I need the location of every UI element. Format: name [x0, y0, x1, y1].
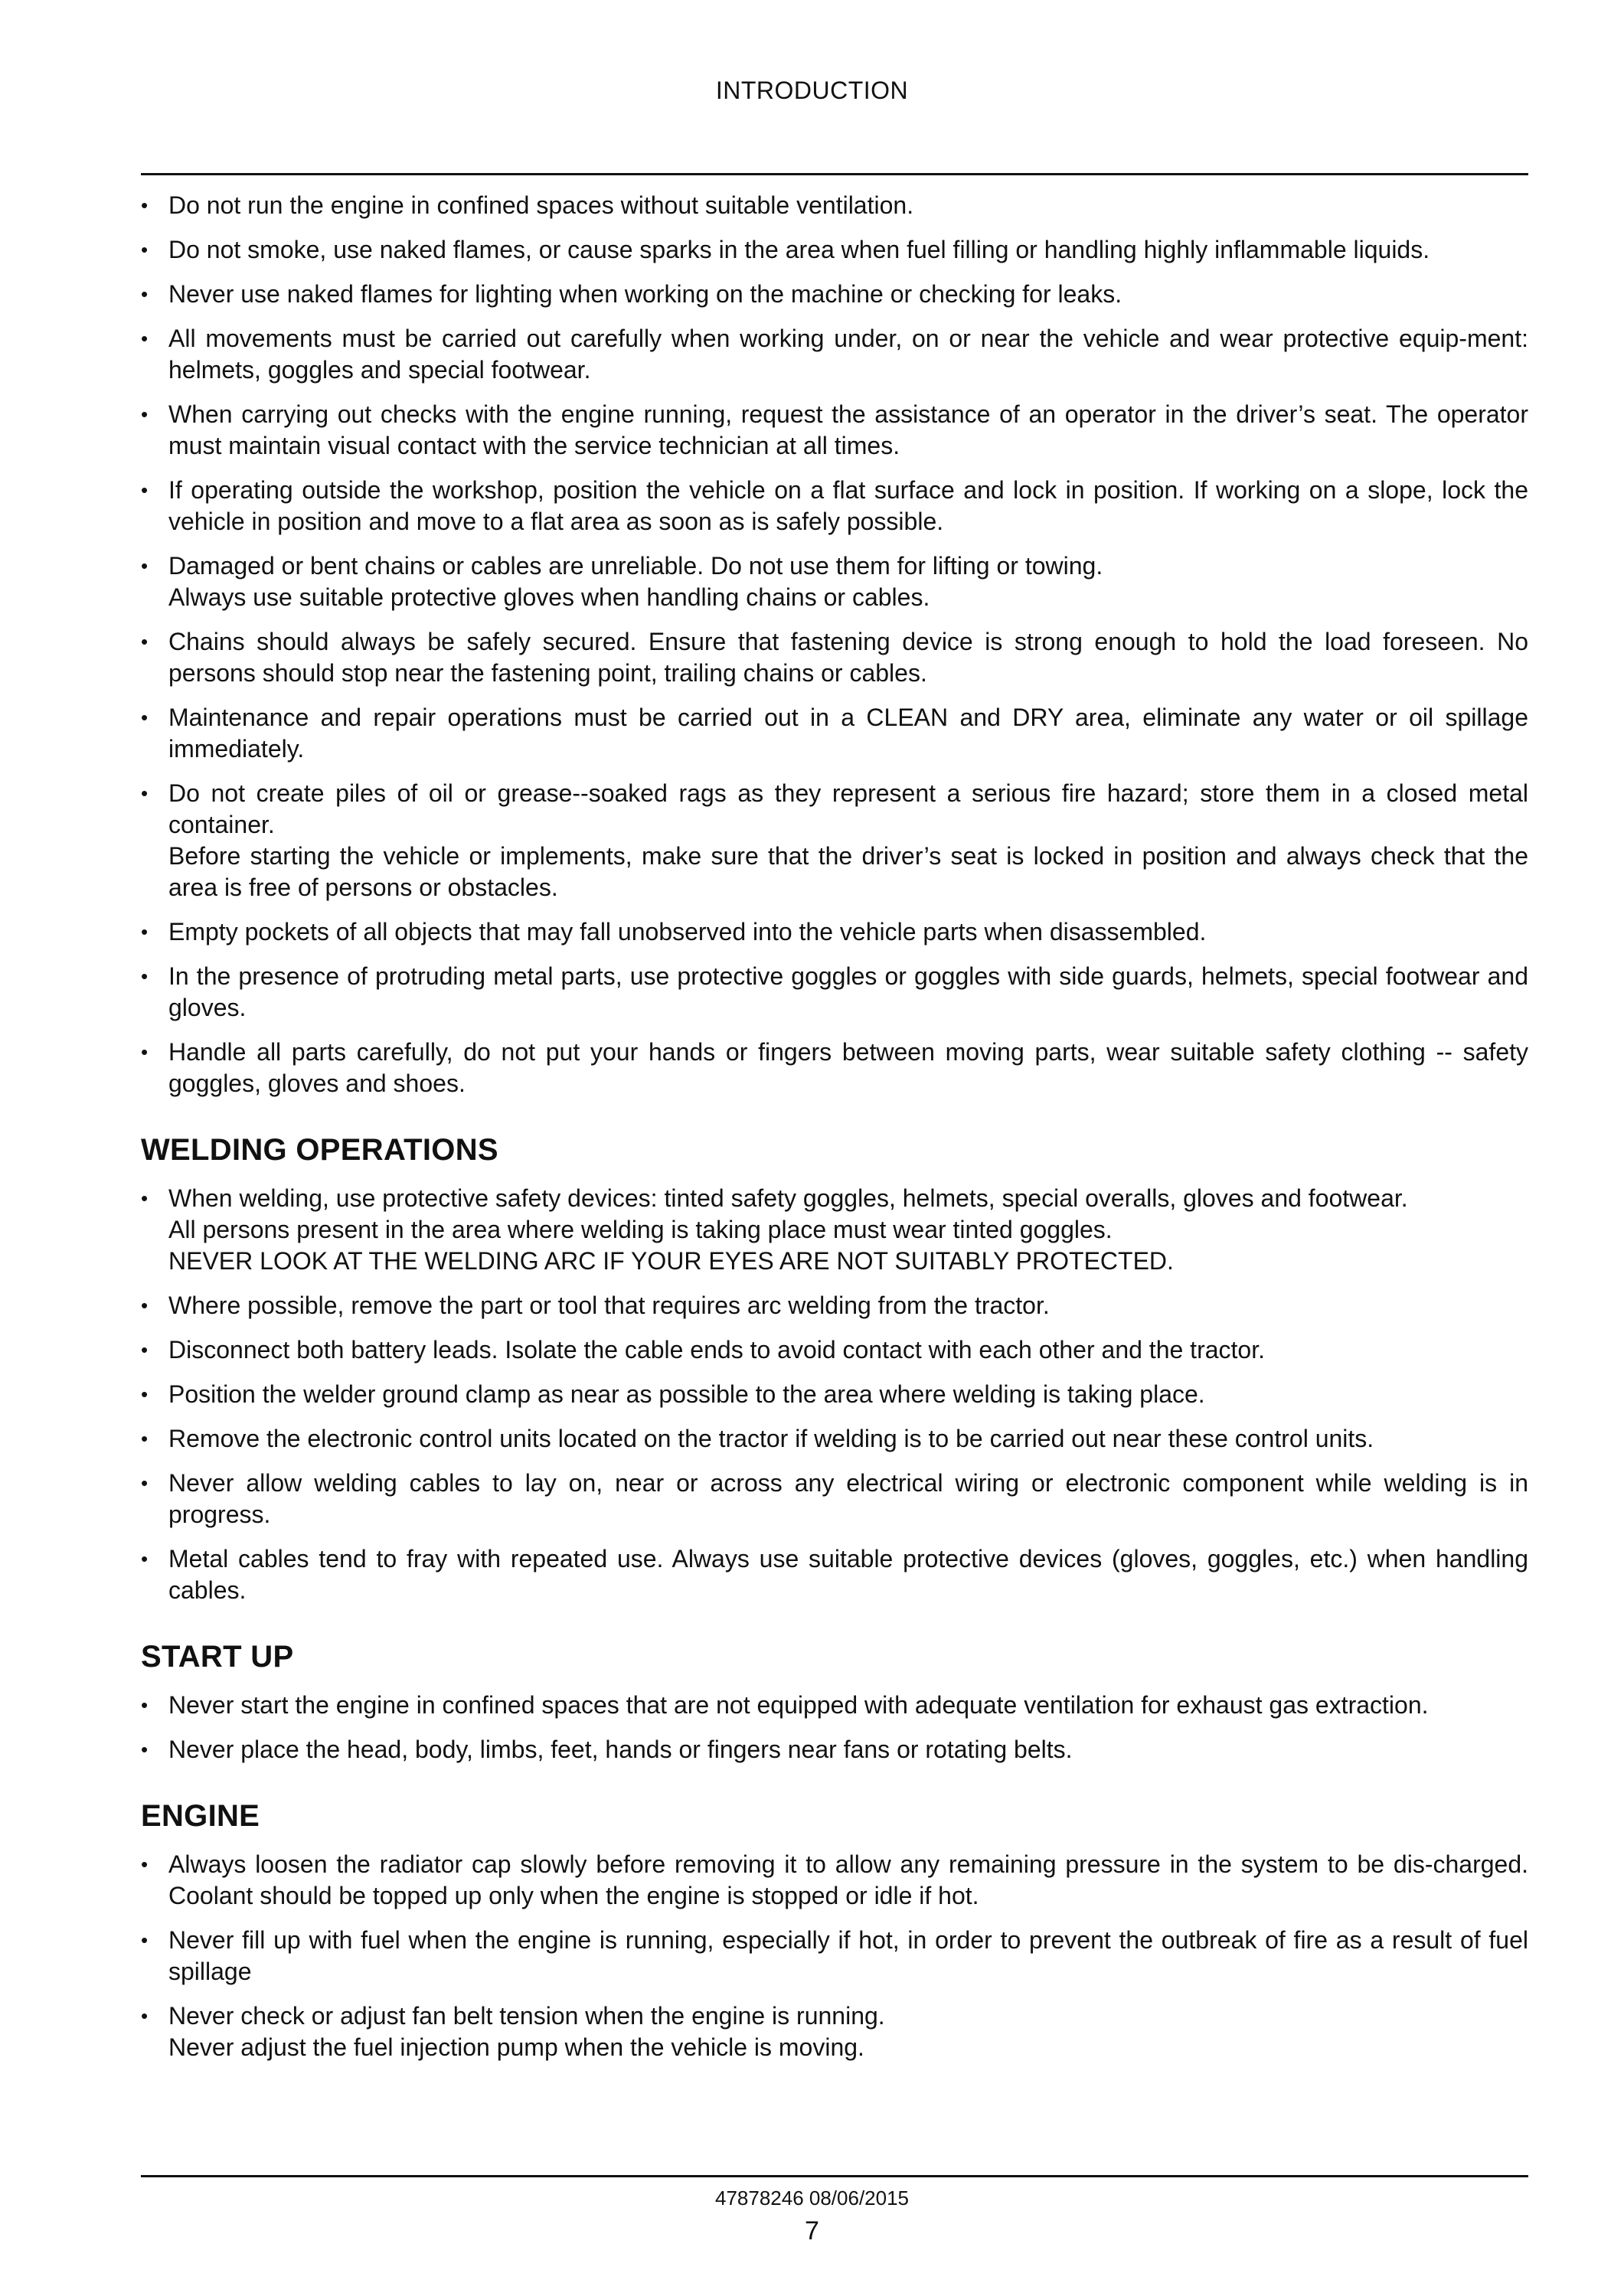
list-item [141, 1423, 1528, 1455]
list-item-text: NEVER LOOK AT THE WELDING ARC IF YOUR EYES ARE NOT SUITABLY PROTECTED. [168, 1247, 1174, 1275]
list-item-text: • Maintenance and repair operations must be carried out in a CLEAN and DRY area, eliminate any water or oil spillage immediately. [168, 704, 1528, 763]
section-heading: WELDING OPERATIONS [141, 1133, 498, 1167]
section [141, 1133, 1528, 1606]
list-item-text: • Disconnect both battery leads. Isolate the cable ends to avoid contact with each other and the tractor. [168, 1336, 1265, 1364]
page-header: INTRODUCTION [715, 77, 909, 104]
list-item-text: All persons present in the area where welding is taking place must wear tinted goggles. [168, 1216, 1113, 1243]
list-item [141, 1037, 1528, 1099]
list-item-text: • Never fill up with fuel when the engine is running, especially if hot, in order to prevent the outbreak of fire as a result of fuel spillage [168, 1926, 1528, 1985]
list-item-text: • Empty pockets of all objects that may fall unobserved into the vehicle parts when disassembled. [168, 918, 1207, 946]
list-item-text: • Always loosen the radiator cap slowly before removing it to allow any remaining pressure in the system to be dis-charged. Coolant should be topped up only when the engine is stopped or idle if hot. [168, 1850, 1528, 1909]
list-item-text: • Never allow welding cables to lay on, near or across any electrical wiring or electronic component while welding is in progress. [168, 1469, 1528, 1528]
document-reference: 47878246 08/06/2015 [714, 2187, 910, 2209]
list-item-text: • Where possible, remove the part or tool that requires arc welding from the tractor. [168, 1292, 1050, 1319]
page-content [141, 190, 1528, 2076]
list-item-text: • When welding, use protective safety devices: tinted safety goggles, helmets, special overalls, gloves and footwear. [168, 1184, 1408, 1212]
list-item [141, 234, 1528, 266]
list-item [141, 1290, 1528, 1321]
list-item [141, 1925, 1528, 1987]
list-item [141, 1183, 1528, 1277]
section [141, 1799, 1528, 2063]
list-item [141, 1543, 1528, 1606]
section [141, 190, 1528, 1099]
section-heading: ENGINE [141, 1799, 260, 1833]
list-item [141, 1334, 1528, 1366]
bullet-list [141, 1849, 1528, 2063]
list-item [141, 916, 1528, 948]
list-item [141, 323, 1528, 386]
header-rule [141, 173, 1528, 175]
list-item-text: • If operating outside the workshop, position the vehicle on a flat surface and lock in position. If working on a slope, lock the vehicle in position and move to a flat area as soon as is safely possible. [168, 476, 1528, 535]
list-item [141, 550, 1528, 613]
list-item [141, 190, 1528, 221]
list-item-text: • Never use naked flames for lighting when working on the machine or checking for leaks. [168, 280, 1122, 308]
bullet-list [141, 190, 1528, 1099]
page-number: 7 [805, 2216, 819, 2245]
list-item-text: Never adjust the fuel injection pump when the vehicle is moving. [168, 2033, 864, 2061]
list-item [141, 961, 1528, 1024]
list-item [141, 279, 1528, 310]
list-item [141, 399, 1528, 462]
list-item-text: • Never place the head, body, limbs, feet, hands or fingers near fans or rotating belts. [168, 1736, 1073, 1763]
list-item-text: • Never check or adjust fan belt tension when the engine is running. [168, 2002, 885, 2030]
list-item-text: • When carrying out checks with the engine running, request the assistance of an operator in the driver’s seat. The operator must maintain visual contact with the service technician at all times. [168, 400, 1528, 459]
list-item-text: • Position the welder ground clamp as near as possible to the area where welding is taking place. [168, 1380, 1205, 1408]
list-item-text: • Metal cables tend to fray with repeated use. Always use suitable protective devices (gloves, goggles, etc.) when handling cables. [168, 1545, 1528, 1604]
list-item [141, 2000, 1528, 2063]
list-item-text: • All movements must be carried out carefully when working under, on or near the vehicle and wear protective equip-ment: helmets, goggles and special footwear. [168, 325, 1528, 384]
list-item-text: • Do not create piles of oil or grease--soaked rags as they represent a serious fire hazard; store them in a closed metal container. [168, 779, 1528, 838]
bullet-list [141, 1183, 1528, 1606]
list-item [141, 626, 1528, 689]
list-item-text: • Chains should always be safely secured. Ensure that fastening device is strong enough to hold the load foreseen. No persons should stop near the fastening point, trailing chains or cables. [168, 628, 1528, 687]
list-item-text: • Never start the engine in confined spaces that are not equipped with adequate ventilation for exhaust gas extraction. [168, 1691, 1429, 1719]
list-item-text: • Do not run the engine in confined spaces without suitable ventilation. [168, 191, 914, 219]
list-item-text: • In the presence of protruding metal parts, use protective goggles or goggles with side guards, helmets, special footwear and gloves. [168, 962, 1528, 1021]
list-item-text: Before starting the vehicle or implements, make sure that the driver’s seat is locked in position and always check that the area is free of persons or obstacles. [168, 842, 1528, 901]
section-heading: START UP [141, 1640, 294, 1674]
list-item [141, 1468, 1528, 1530]
list-item [141, 475, 1528, 537]
bullet-list [141, 1690, 1528, 1765]
list-item [141, 702, 1528, 765]
list-item-text: • Do not smoke, use naked flames, or cause sparks in the area when fuel filling or handling highly inflammable liquids. [168, 236, 1430, 263]
list-item-text: • Remove the electronic control units located on the tractor if welding is to be carried out near these control units. [168, 1425, 1374, 1452]
list-item-text: • Damaged or bent chains or cables are unreliable. Do not use them for lifting or towing. [168, 552, 1103, 580]
list-item [141, 1379, 1528, 1410]
list-item [141, 1734, 1528, 1765]
list-item-text: Always use suitable protective gloves when handling chains or cables. [168, 583, 930, 611]
list-item-text: • Handle all parts carefully, do not put your hands or fingers between moving parts, wear suitable safety clothing -- safety goggles, gloves and shoes. [168, 1038, 1528, 1097]
list-item [141, 778, 1528, 903]
section [141, 1640, 1528, 1765]
footer-rule [141, 2175, 1528, 2177]
list-item [141, 1849, 1528, 1912]
list-item [141, 1690, 1528, 1721]
